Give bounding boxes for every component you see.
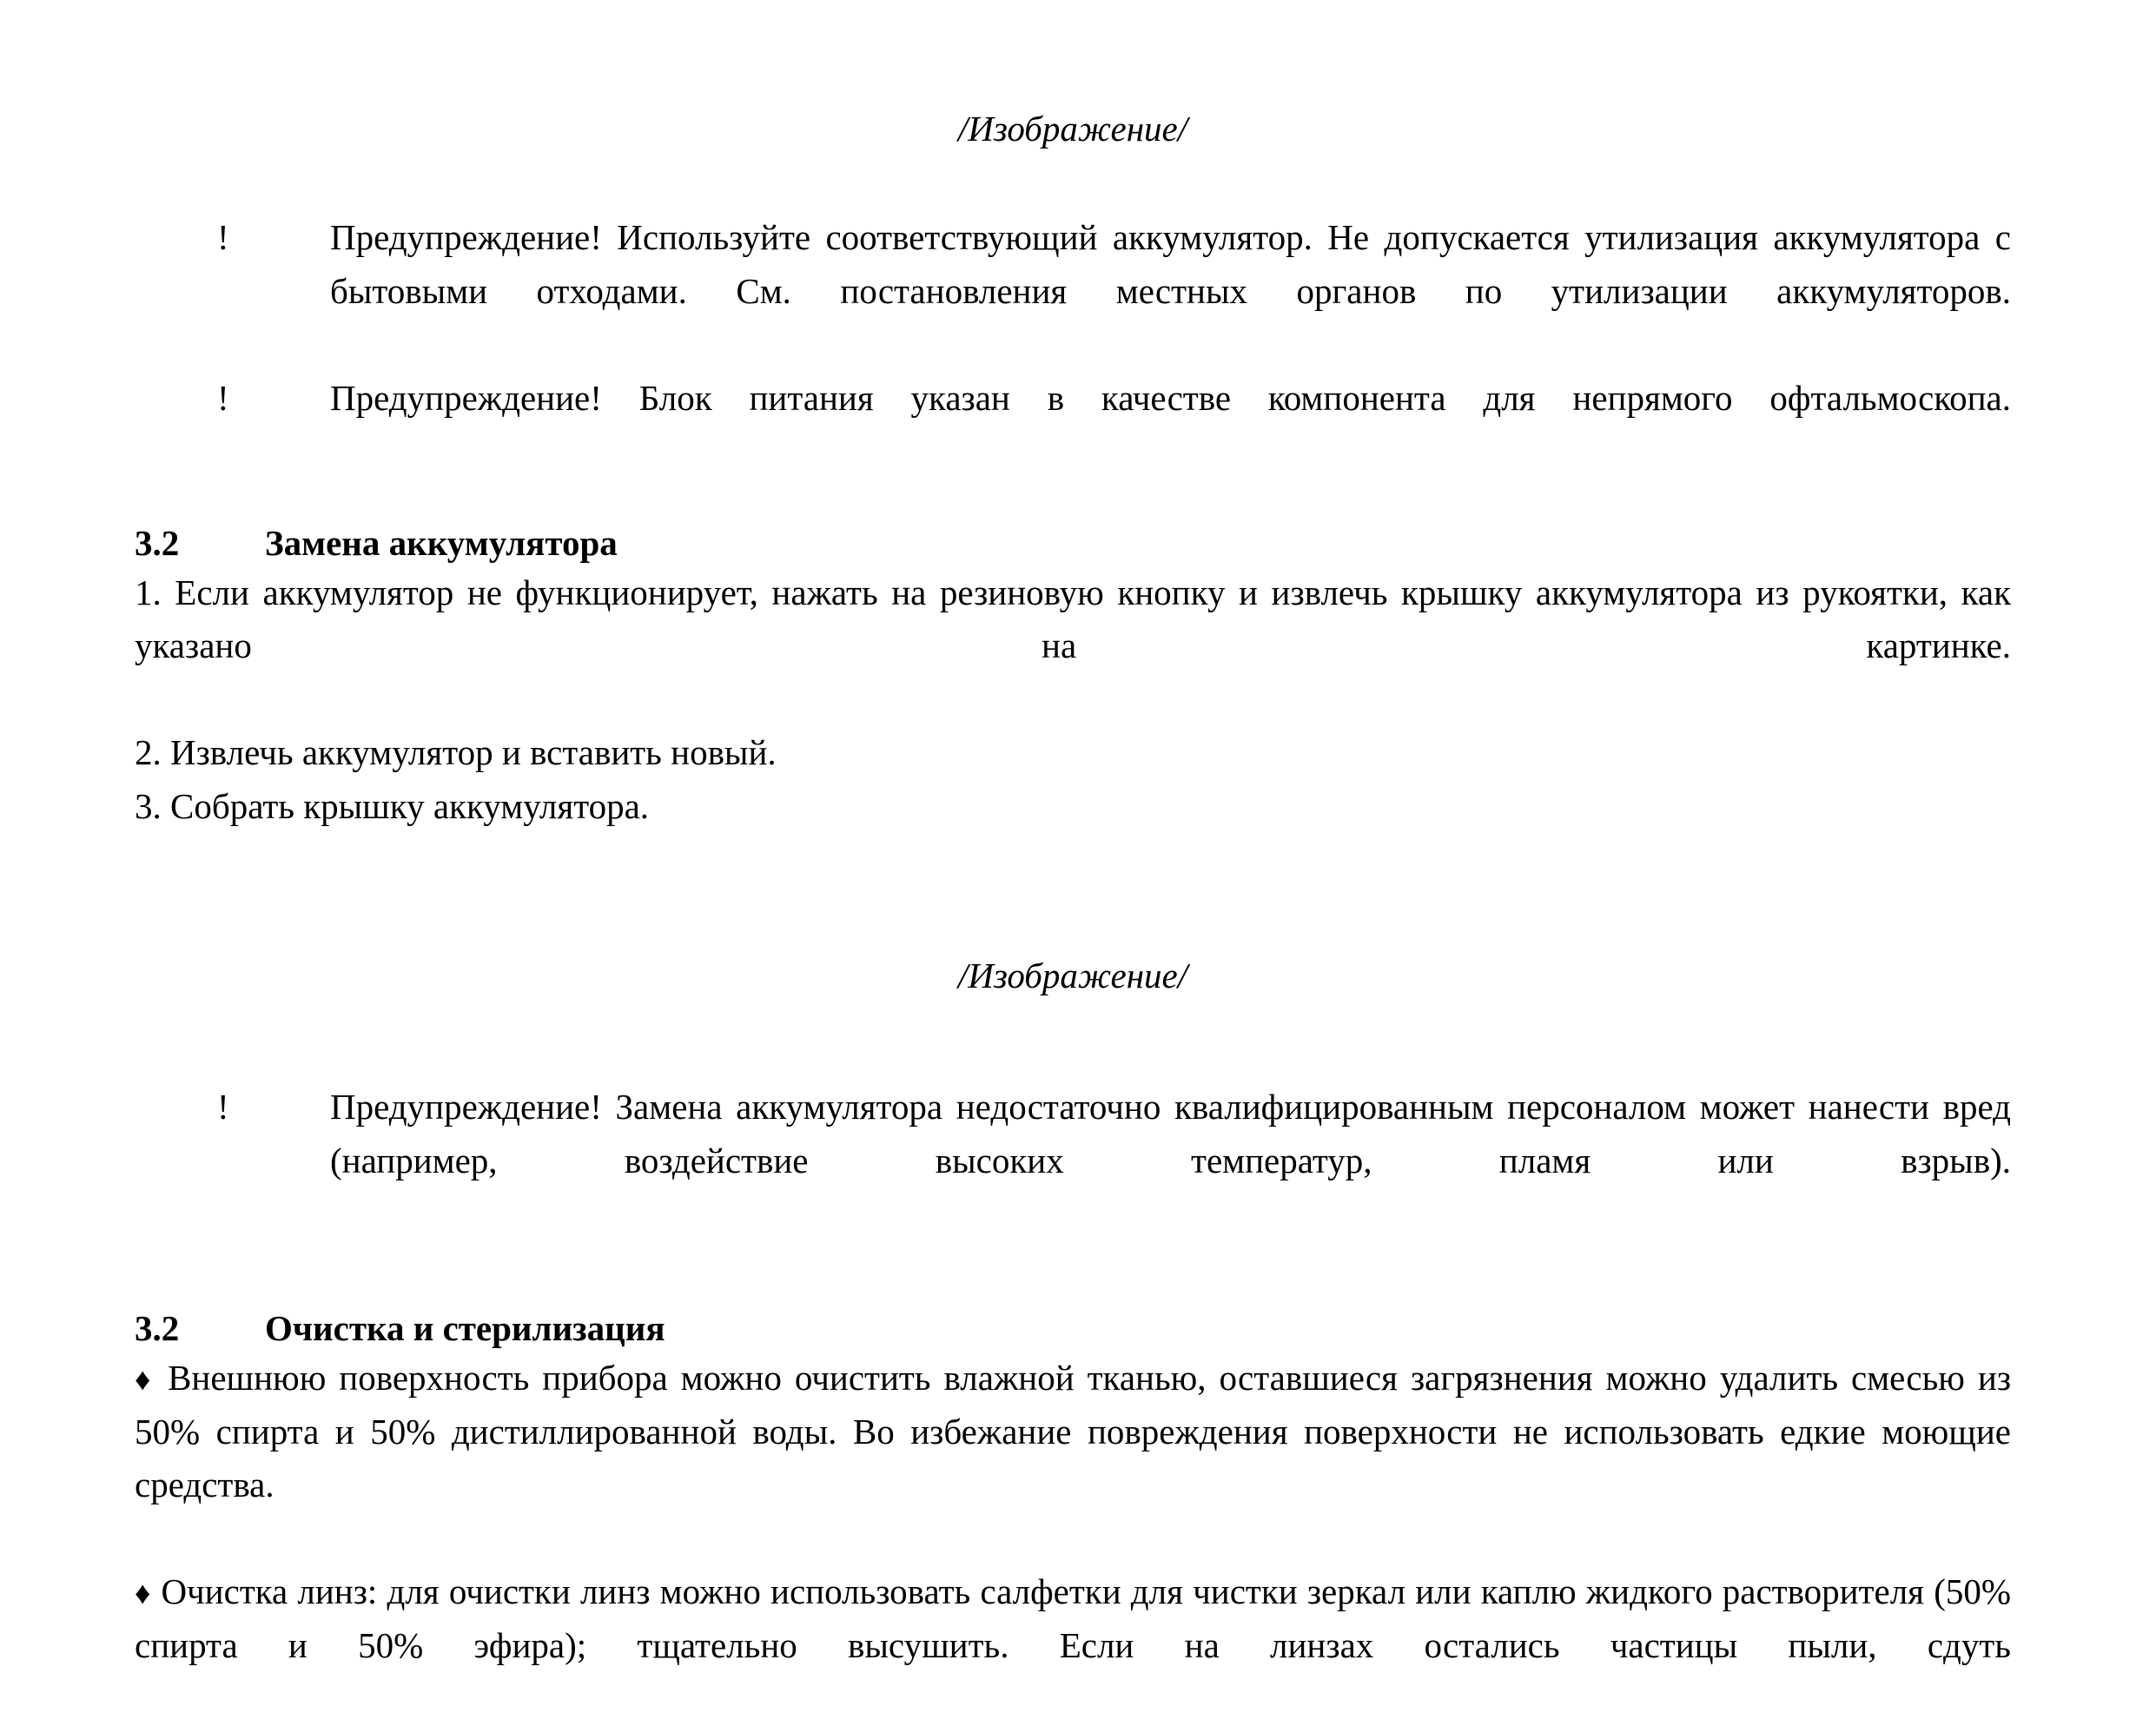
- image-placeholder-first: /Изображение/: [957, 109, 1188, 149]
- warning-exclamation-icon: !: [217, 217, 229, 257]
- section-number: 3.2: [135, 522, 180, 563]
- warning-text: Предупреждение! Блок питания указан в качестве компонента для непрямого офтальмоскопа.: [330, 377, 2011, 418]
- document-page: [0, 109, 2156, 1665]
- section-title: Замена аккумулятора: [265, 522, 618, 563]
- spacer: [135, 479, 2011, 520]
- warning-list-top: [135, 211, 2011, 479]
- diamond-bullet-icon: ♦: [135, 1362, 155, 1398]
- spacer: [135, 147, 2011, 211]
- warning-list-mid: [135, 1081, 2011, 1241]
- battery-steps-list: [135, 566, 2011, 834]
- spacer: [135, 1241, 2011, 1306]
- section-title: Очистка и стерилизация: [265, 1307, 665, 1348]
- spacer: [135, 833, 2011, 875]
- cleaning-bullet-list: [135, 1352, 2011, 1726]
- page-content: [135, 111, 2011, 1726]
- section-heading-cleaning: [135, 1306, 2011, 1352]
- image-placeholder-second: /Изображение/: [957, 956, 1188, 996]
- list-item: 1. Если аккумулятор не функционирует, нажать на резиновую кнопку и извлечь крышку аккумулятора из рукоятки, как указано на картинке.: [135, 572, 2011, 666]
- warning-exclamation-icon: !: [217, 377, 229, 418]
- list-item: [135, 1352, 2011, 1565]
- diamond-bullet-icon: ♦: [135, 1576, 152, 1611]
- list-item: [135, 1565, 2011, 1726]
- warning-exclamation-icon: !: [217, 1087, 229, 1128]
- section-heading-battery: [135, 520, 2011, 566]
- bullet-text: Очистка линз: для очистки линз можно использовать салфетки для чистки зеркал или каплю жидкого растворителя (50% спирта и 50% эфира); тщательно высушить. Если на линзах остались частицы пыли, сдуть: [135, 1571, 2011, 1665]
- list-item: 2. Извлечь аккумулятор и вставить новый.: [135, 732, 777, 773]
- list-item: 3. Собрать крышку аккумулятора.: [135, 785, 650, 826]
- warning-text: Предупреждение! Используйте соответствующий аккумулятор. Не допускается утилизация аккумулятора с бытовыми отходами. См. постановления местных органов по утилизации аккумуляторов.: [330, 217, 2011, 311]
- section-number: 3.2: [135, 1307, 180, 1348]
- warning-item: [135, 211, 2011, 372]
- spacer: [135, 994, 2011, 1081]
- warning-item: [135, 1081, 2011, 1241]
- warning-text: Предупреждение! Замена аккумулятора недостаточно квалифицированным персоналом может нанести вред (например, воздействие высоких температур, пламя или взрыв).: [330, 1087, 2011, 1180]
- warning-item: [135, 372, 2011, 479]
- bullet-text: Внешнюю поверхность прибора можно очистить влажной тканью, оставшиеся загрязнения можно удалить смесью из 50% спирта и 50% дистиллированной воды. Во избежание повреждения поверхности не использовать едкие моющие средства.: [135, 1358, 2012, 1505]
